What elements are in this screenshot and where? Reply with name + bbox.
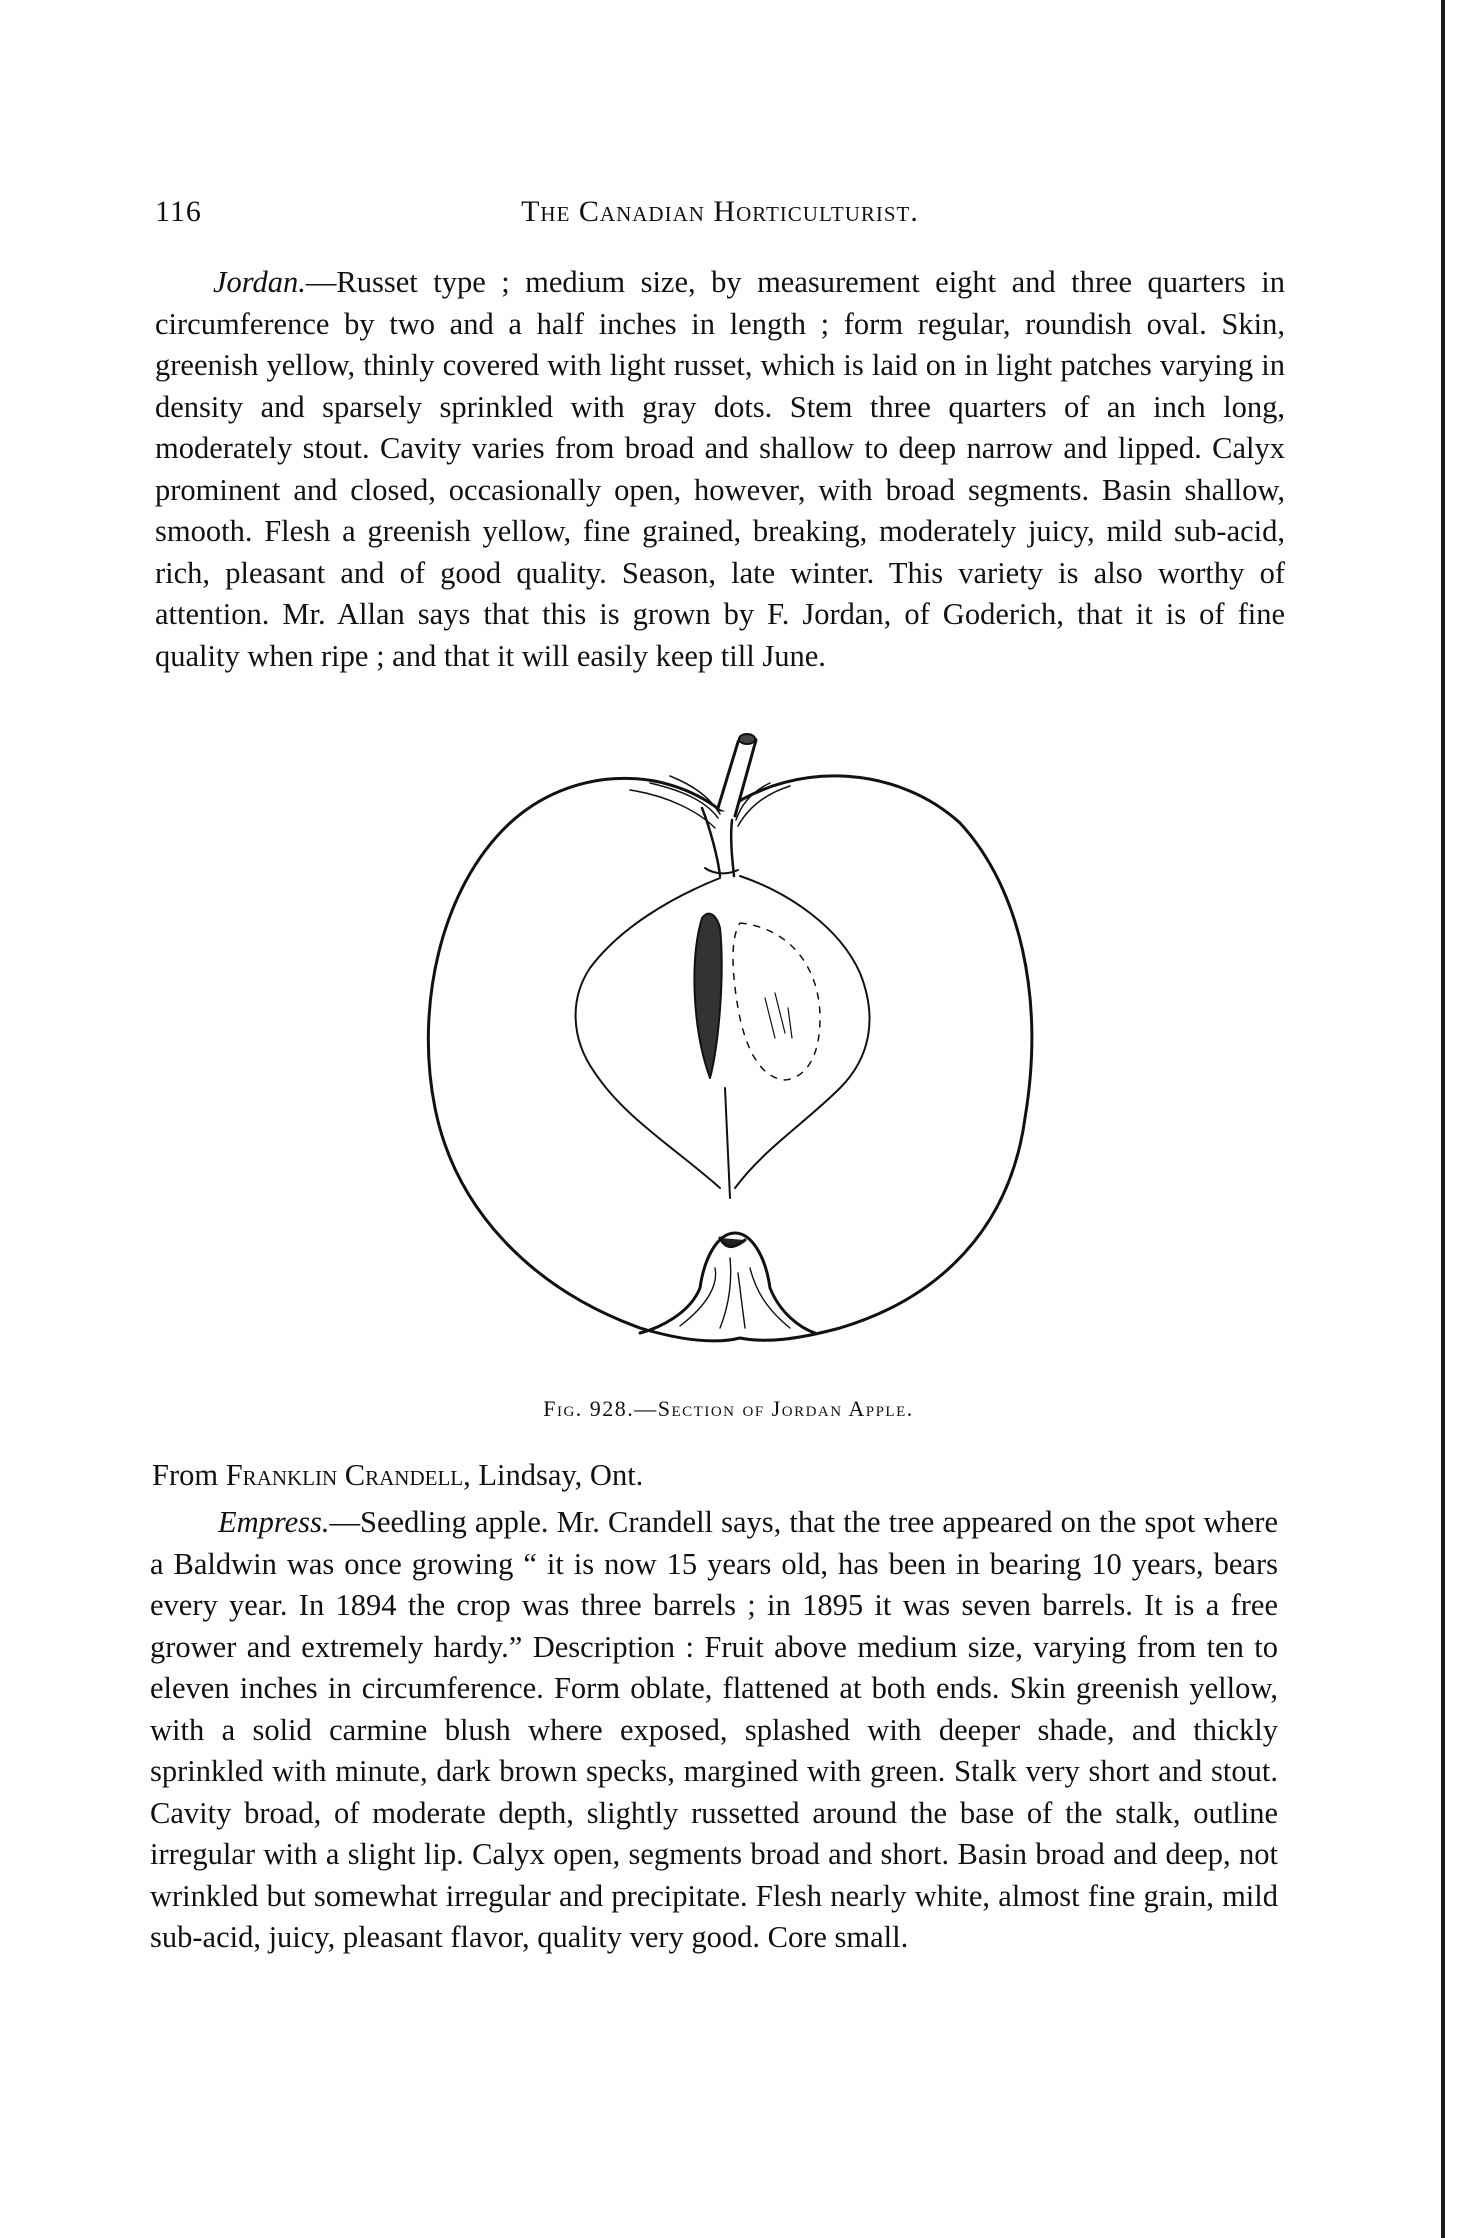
page-edge-line [1441, 0, 1445, 2238]
apple-section-drawing [420, 728, 1060, 1378]
apple-outline [428, 776, 1031, 1341]
jordan-term: Jordan. [213, 265, 306, 299]
seed-right [733, 923, 820, 1080]
empress-paragraph [150, 1502, 1278, 1959]
empress-text: —Seedling apple. Mr. Crandell says, that the tree appeared on the spot where a Baldwin was once growing “ it is now 15 years old, has been in bearing 10 years, bears every year. In 1894 the crop was three barrels ; in 1895 it was seven barrels. It is a free grower and extremely hardy.” Description : Fruit above medium size, varying from ten to eleven inches in circumference. Form oblate, flattened at both ends. Skin greenish yellow, with a solid carmine blush where exposed, splashed with deeper shade, and thickly sprinkled with minute, dark brown specks, margined with green. Stalk very short and stout. Cavity broad, of moderate depth, slightly russetted around the base of the stalk, outline irregular with a slight lip. Calyx open, segments broad and short. Basin broad and deep, not wrinkled but somewhat irregular and precipitate. Flesh nearly white, almost fine grain, mild sub-acid, juicy, pleasant flavor, quality very good. Core small. [150, 1505, 1278, 1954]
source-prefix: From [152, 1458, 226, 1492]
running-title: The Canadian Horticulturist. [521, 195, 919, 228]
source-name: Franklin Crandell [225, 1458, 464, 1492]
seed-left [694, 914, 721, 1078]
figure-caption: Fig. 928.—Section of Jordan Apple. [543, 1396, 914, 1421]
page-header [155, 195, 1285, 235]
jordan-paragraph [155, 262, 1285, 677]
page-number: 116 [155, 195, 202, 228]
apple-stem [718, 736, 756, 816]
jordan-text: —Russet type ; medium size, by measurement eight and three quarters in circumference by two and a half inches in length ; form regular, roundish oval. Skin, greenish yellow, thinly covered with light russet, which is laid on in light patches varying in density and sparsely sprinkled with gray dots. Stem three quarters of an inch long, moderately stout. Cavity varies from broad and shallow to deep narrow and lipped. Calyx prominent and closed, occasionally open, however, with broad segments. Basin shallow, smooth. Flesh a greenish yellow, fine grained, breaking, moderately juicy, mild sub-acid, rich, pleasant and of good quality. Season, late winter. This variety is also worthy of attention. Mr. Allan says that this is grown by F. Jordan, of Goderich, that it is of fine quality when ripe ; and that it will easily keep till June. [155, 265, 1285, 673]
source-line [152, 1458, 643, 1493]
core-outline [576, 876, 870, 1188]
calyx [640, 1233, 815, 1333]
source-suffix: , Lindsay, Ont. [463, 1458, 644, 1492]
empress-term: Empress. [218, 1505, 330, 1539]
jordan-apple-illustration [420, 728, 1060, 1378]
